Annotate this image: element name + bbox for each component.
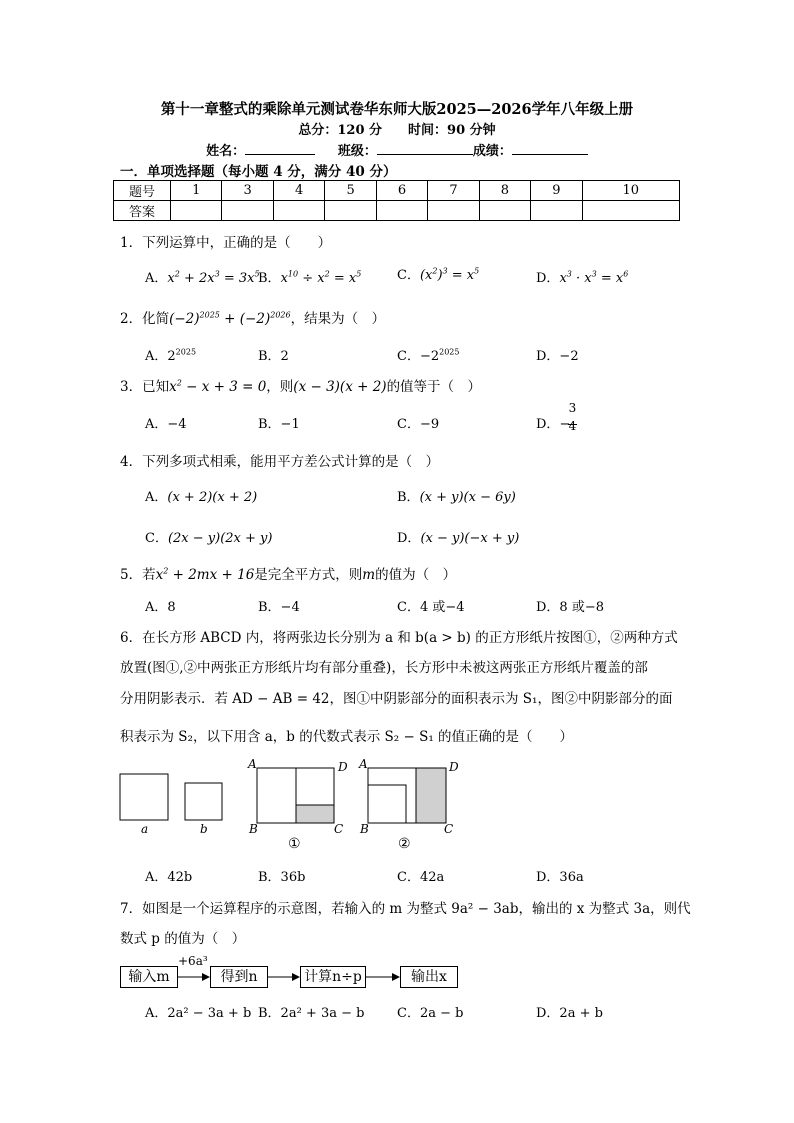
question-2-stem: 2．化简$(-2)^{2025} + (-2)^{2026}$，结果为（ ） <box>120 310 386 327</box>
q7-option-a[interactable]: A．2a² − 3a + b <box>145 1006 252 1021</box>
fig2-label-A: A <box>359 757 368 771</box>
q4-option-d[interactable]: D．(x − y)(−x + y) <box>397 531 520 546</box>
section-heading: 一．单项选择题（每小题 4 分，满分 40 分） <box>120 164 397 180</box>
fig2-caption: ② <box>398 836 411 852</box>
table-cell: 题号 <box>114 181 171 201</box>
q2-option-a[interactable]: A．$2^{2025}$ <box>145 347 197 364</box>
fig1-caption: ① <box>288 836 301 852</box>
fig2-label-B: B <box>360 822 369 836</box>
flow-arrow-label: +6a³ <box>178 954 208 968</box>
q3-option-d[interactable]: D．− <box>536 417 571 432</box>
q1-option-d[interactable]: D．$x^3 \cdot x^3 = x^6$ <box>536 269 629 286</box>
table-cell: 10 <box>582 181 679 201</box>
q6-option-c[interactable]: C．42a <box>397 870 445 885</box>
label-b: b <box>200 822 208 836</box>
q2-option-d[interactable]: D．−2 <box>536 349 579 364</box>
table-cell: 4 <box>273 181 324 201</box>
question-3-stem: 3．已知$x^2 - x + 3 = 0$，则(x − 3)(x + 2)的值等于（ ） <box>120 378 482 395</box>
q2-option-b[interactable]: B．2 <box>258 349 289 364</box>
score-label: 成绩： <box>472 144 512 159</box>
q5-option-d[interactable]: D．8 或−8 <box>536 600 604 615</box>
q5-option-a[interactable]: A．8 <box>145 600 176 615</box>
exam-meta: 总分：120 分 时间：90 分钟 <box>298 123 496 138</box>
flow-box-input: 输入m <box>120 966 178 988</box>
q1-option-b[interactable]: B．$x^{10} \div x^2 = x^5$ <box>258 269 362 286</box>
q3-option-b[interactable]: B．−1 <box>258 417 300 432</box>
table-cell: 7 <box>428 181 479 201</box>
question-5-stem: 5．若$x^2 + 2mx + 16$是完全平方式，则m的值为（ ） <box>120 566 457 583</box>
q4-option-c[interactable]: C．(2x − y)(2x + y) <box>145 531 273 546</box>
question-7-line-1: 7．如图是一个运算程序的示意图，若输入的 m 为整式 9a² − 3ab，输出的 x 为整式 3a，则代 <box>120 901 691 917</box>
question-1-stem: 1．下列运算中，正确的是（ ） <box>120 235 332 251</box>
fraction-three-quarters: 3 4 <box>568 401 577 433</box>
table-cell: 8 <box>479 181 530 201</box>
table-cell: 9 <box>531 181 582 201</box>
q5-option-b[interactable]: B．−4 <box>258 600 300 615</box>
table-cell: 6 <box>376 181 427 201</box>
flow-box-compute: 计算n÷p <box>300 966 366 988</box>
question-6-line-4: 积表示为 S₂，以下用含 a，b 的代数式表示 S₂ − S₁ 的值正确的是（ ） <box>120 729 574 745</box>
q6-option-d[interactable]: D．36a <box>536 870 584 885</box>
q7-option-d[interactable]: D．2a + b <box>536 1006 603 1021</box>
fig1-label-B: B <box>249 822 258 836</box>
q4-option-b[interactable]: B．(x + y)(x − 6y) <box>397 490 516 505</box>
question-4-stem: 4．下列多项式相乘，能用平方差公式计算的是（ ） <box>120 454 440 470</box>
q3-option-c[interactable]: C．−9 <box>397 417 440 432</box>
fig2-label-C: C <box>444 822 454 836</box>
q2-option-c[interactable]: C．$-2^{2025}$ <box>397 347 460 364</box>
table-cell: 1 <box>171 181 222 201</box>
q6-option-b[interactable]: B．36b <box>258 870 306 885</box>
question-7-line-2: 数式 p 的值为（ ） <box>120 931 246 947</box>
q7-option-b[interactable]: B．2a² + 3a − b <box>258 1006 365 1021</box>
q3-option-a[interactable]: A．−4 <box>145 417 187 432</box>
q1-option-a[interactable]: A．$x^2 + 2x^3 = 3x^5$ <box>145 269 260 286</box>
fig2-label-D: D <box>449 760 459 774</box>
table-cell: 5 <box>325 181 376 201</box>
class-label: 班级： <box>337 144 377 159</box>
flow-box-output: 输出x <box>400 966 458 988</box>
label-a: a <box>141 822 149 836</box>
question-6-line-1: 6．在长方形 ABCD 内，将两张边长分别为 a 和 b(a > b) 的正方形纸片按图①，②两种方式 <box>120 630 678 646</box>
question-6-line-3: 分用阴影表示．若 AD − AB = 42，图①中阴影部分的面积表示为 S₁，图②中阴影部分的面 <box>120 691 673 707</box>
fig1-label-C: C <box>334 822 344 836</box>
q6-option-a[interactable]: A．42b <box>145 870 193 885</box>
page-title: 第十一章整式的乘除单元测试卷华东师大版2025—2026学年八年级上册 <box>160 101 634 118</box>
flow-box-get-n: 得到n <box>210 966 268 988</box>
fig1-label-D: D <box>338 760 348 774</box>
fig1-label-A: A <box>248 757 257 771</box>
q1-option-c[interactable]: C．$(x^2)^3 = x^5$ <box>397 266 480 283</box>
q4-option-a[interactable]: A．(x + 2)(x + 2) <box>145 490 258 505</box>
table-cell: 3 <box>222 181 273 201</box>
table-cell: 答案 <box>114 201 171 221</box>
q7-option-c[interactable]: C．2a − b <box>397 1006 464 1021</box>
name-label: 姓名： <box>206 144 246 159</box>
q5-option-c[interactable]: C．4 或−4 <box>397 600 465 615</box>
question-6-line-2: 放置(图①,②中两张正方形纸片均有部分重叠)，长方形中未被这两张正方形纸片覆盖的部 <box>120 660 648 676</box>
